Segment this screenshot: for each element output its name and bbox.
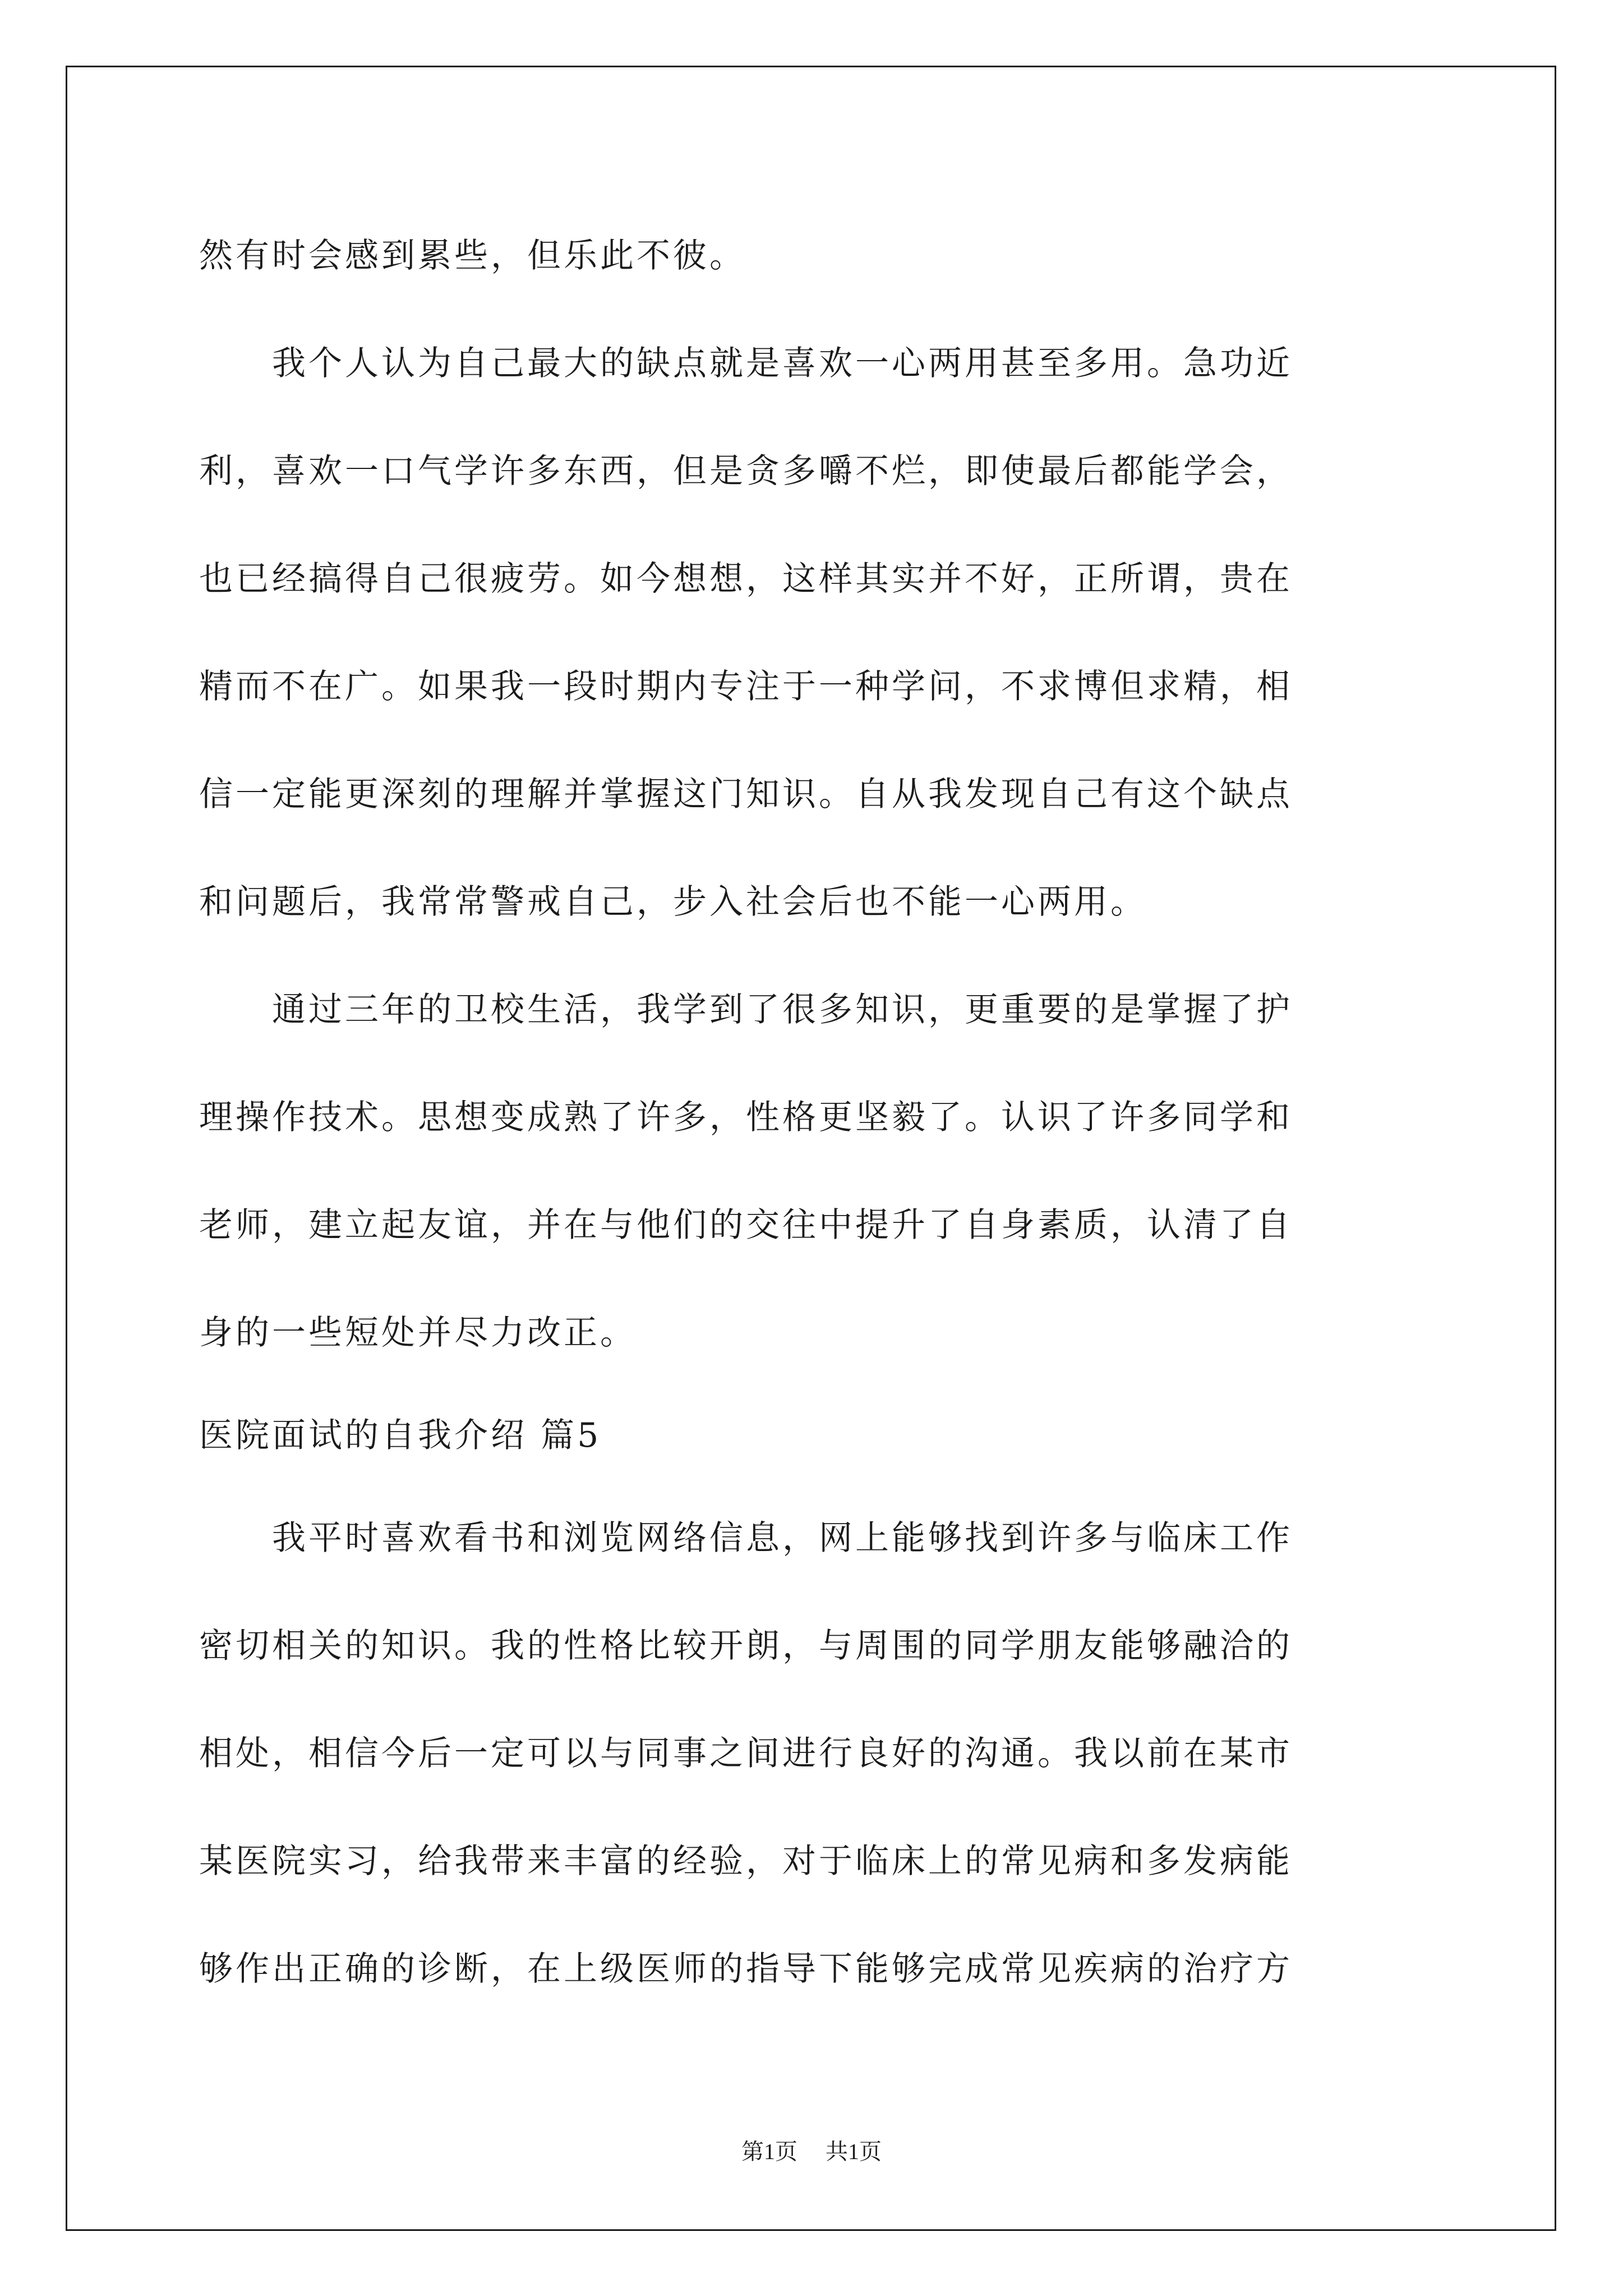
body-line: 也已经搞得自己很疲劳。如今想想，这样其实并不好，正所谓，贵在 (199, 559, 1293, 599)
body-line: 和问题后，我常常警戒自己，步入社会后也不能一心两用。 (199, 882, 1147, 922)
body-line: 精而不在广。如果我一段时期内专注于一种学问，不求博但求精，相 (199, 667, 1293, 706)
body-line: 够作出正确的诊断，在上级医师的指导下能够完成常见疾病的治疗方 (199, 1949, 1293, 1989)
section-heading: 医院面试的自我介绍 篇5 (199, 1416, 602, 1455)
body-line: 相处，相信今后一定可以与同事之间进行良好的沟通。我以前在某市 (199, 1734, 1293, 1773)
page-number-total: 共1页 (826, 2139, 882, 2164)
body-line: 老师，建立起友谊，并在与他们的交往中提升了自身素质，认清了自 (199, 1205, 1293, 1245)
page-footer (0, 2134, 1623, 2166)
body-line: 我个人认为自己最大的缺点就是喜欢一心两用甚至多用。急功近 (199, 344, 1293, 383)
body-line: 然有时会感到累些，但乐此不彼。 (199, 236, 746, 275)
body-line: 利，喜欢一口气学许多东西，但是贪多嚼不烂，即使最后都能学会， (199, 452, 1293, 491)
body-line: 信一定能更深刻的理解并掌握这门知识。自从我发现自己有这个缺点 (199, 775, 1293, 814)
page-number-current: 第1页 (741, 2139, 797, 2164)
body-line: 密切相关的知识。我的性格比较开朗，与周围的同学朋友能够融洽的 (199, 1626, 1293, 1665)
document-body (199, 202, 1422, 2023)
body-line: 通过三年的卫校生活，我学到了很多知识，更重要的是掌握了护 (199, 990, 1293, 1029)
body-line: 身的一些短处并尽力改正。 (199, 1313, 637, 1352)
body-line: 理操作技术。思想变成熟了许多，性格更坚毅了。认识了许多同学和 (199, 1098, 1293, 1137)
body-line: 我平时喜欢看书和浏览网络信息，网上能够找到许多与临床工作 (199, 1519, 1293, 1558)
body-line: 某医院实习，给我带来丰富的经验，对于临床上的常见病和多发病能 (199, 1842, 1293, 1881)
